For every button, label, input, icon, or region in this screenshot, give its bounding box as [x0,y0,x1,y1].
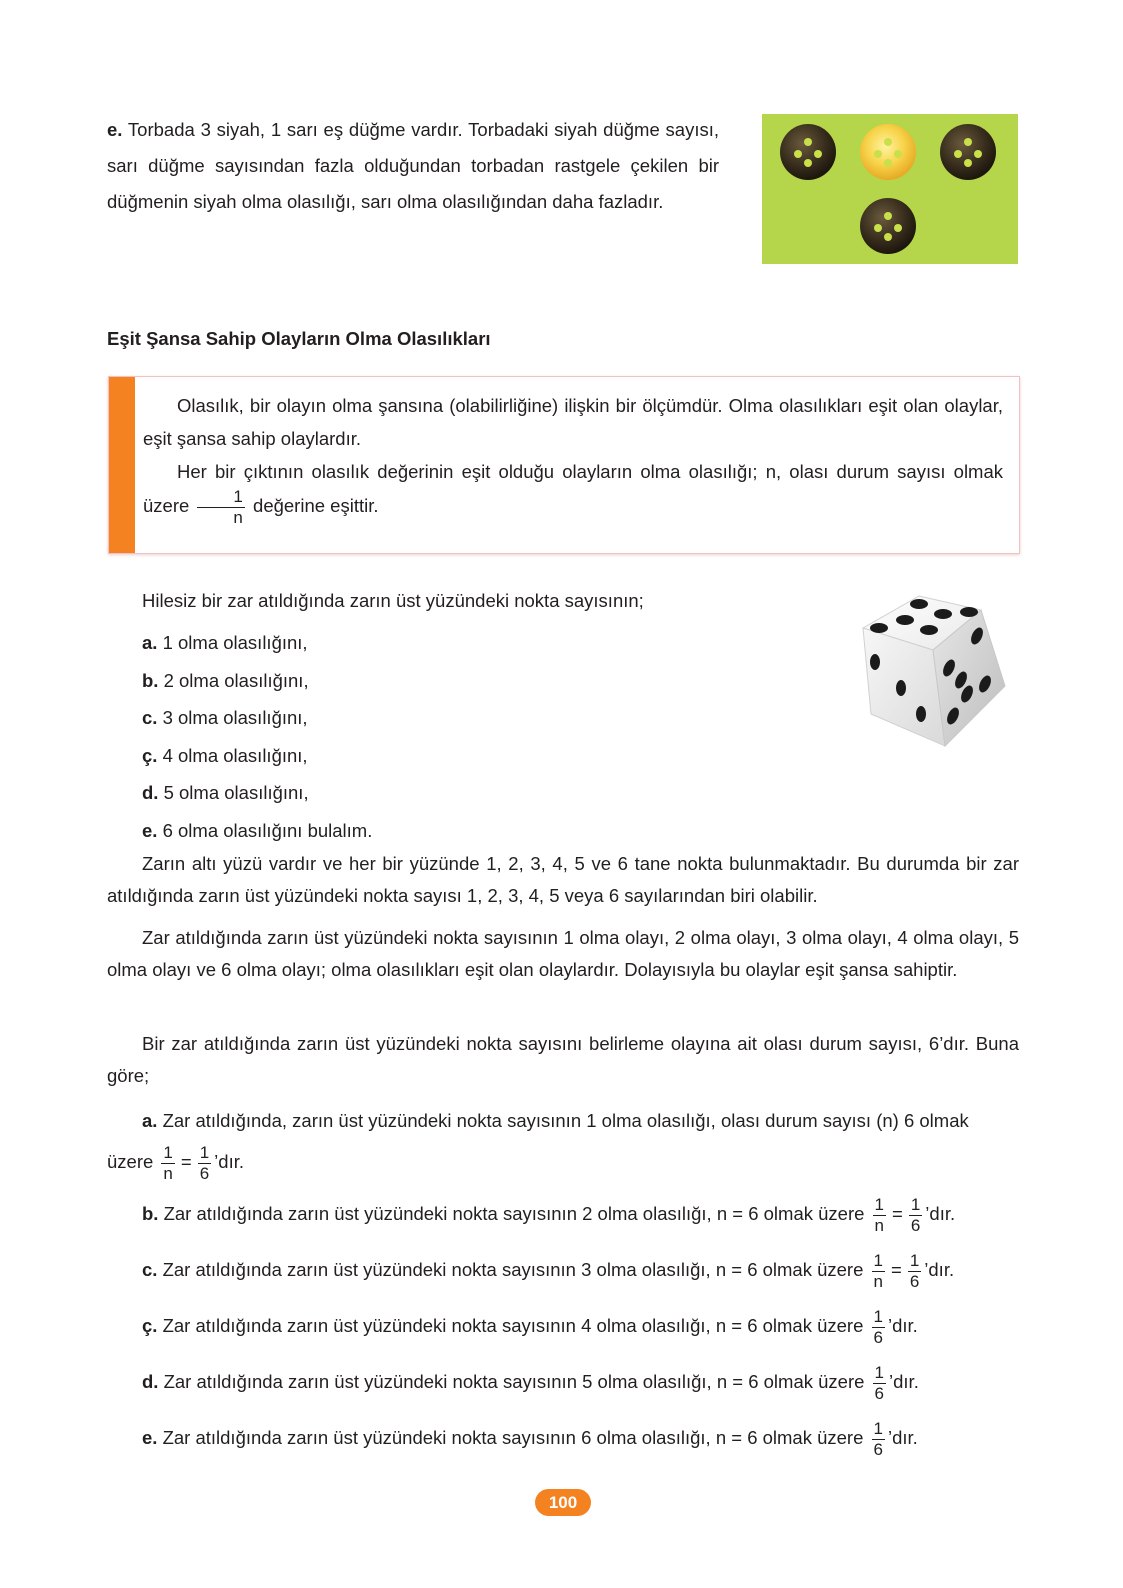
fraction [909,1196,922,1235]
item-label: ç. [142,744,158,766]
item-text: 6 olma olasılığını bulalım. [162,819,373,841]
fraction-denominator: 6 [873,1327,883,1347]
item-text: 1 olma olasılığını, [162,632,308,653]
fraction-numerator: 1 [873,1251,883,1270]
item-text: 2 olma olasılığını, [163,669,309,691]
item-label: e. [142,1427,158,1449]
list-item [142,812,372,850]
answer-c [142,1252,1019,1291]
equals-sign: = [891,1259,902,1281]
item-label: d. [142,1371,159,1393]
fraction-numerator: 1 [909,1251,920,1270]
answer-b [142,1196,1019,1235]
fraction [873,1364,886,1403]
answer-text: üzere [107,1151,154,1173]
answer-d [142,1364,1019,1403]
fraction-denominator: 6 [909,1271,920,1291]
equals-sign: = [180,1151,192,1173]
page-number: 100 [535,1489,591,1516]
item-label: c. [142,1259,158,1281]
definition-text [143,389,1003,527]
item-label: e. [107,119,123,140]
equals-sign: = [892,1203,903,1225]
explanation-paragraph-2: Zar atıldığında zarın üst yüzündeki nokta sayısının 1 olma olayı, 2 olma olayı, 3 olma olayı, 4 olma olayı, 5 olma olayı ve 6 olma olayı; olma olasılıkları eşit olan olaylardır. Dolayısıyla bu olaylar eşit şansa sahiptir. [107,927,1019,980]
explanation-paragraph-1: Zarın altı yüzü vardır ve her bir yüzünde 1, 2, 3, 4, 5 ve 6 tane nokta bulunmaktadır. Bu durumda bir zar atıldığında zarın üst yüzündeki nokta sayısı 1, 2, 3, 4, 5 veya 6 sayılarından biri olabilir. [107,853,1019,906]
fraction-denominator: n [197,507,244,527]
answer-suffix: ’dır. [925,1203,956,1225]
paragraph-e [107,112,719,220]
item-text: 3 olma olasılığını, [162,707,308,728]
item-label: b. [142,1203,159,1225]
fraction-denominator: 6 [199,1163,210,1183]
fraction [873,1196,886,1235]
list-item [142,699,372,737]
fraction [872,1308,885,1347]
buttons-svg [762,114,1018,264]
fraction [872,1252,885,1291]
answer-text: Zar atıldığında zarın üst yüzündeki nokta sayısının 6 olma olasılığı, n = 6 olmak üzere [162,1427,864,1449]
black-button-3 [860,198,916,254]
dice-body [863,596,1005,746]
fraction-denominator: 6 [873,1439,883,1459]
answer-text: Zar atıldığında zarın üst yüzündeki nokta sayısının 3 olma olasılığı, n = 6 olmak üzere [162,1259,864,1281]
fraction [908,1252,921,1291]
question-text: Hilesiz bir zar atıldığında zarın üst yüzündeki nokta sayısının; [142,590,644,611]
definition-text-end: değerine eşittir. [253,495,379,517]
black-button-2 [940,124,996,180]
list-item [142,737,372,775]
dice-illustration [857,590,1017,760]
fraction-denominator: n [874,1215,885,1235]
list-item [142,774,372,812]
item-label: d. [142,782,159,803]
definition-paragraph-2 [143,455,1003,527]
answer-e [142,1420,1019,1459]
definition-paragraph-1: Olasılık, bir olayın olma şansına (olabilirliğine) ilişkin bir ölçümdür. Olma olasılıkları eşit olan olaylar, eşit şansa sahip olaylardır. [143,395,1003,449]
fraction-denominator: 6 [874,1383,885,1403]
answer-suffix: ’dır. [888,1427,918,1449]
answer-text: Zar atıldığında zarın üst yüzündeki nokta sayısının 2 olma olasılığı, n = 6 olmak üzere [163,1203,865,1225]
item-text: 5 olma olasılığını, [163,782,309,803]
item-label: a. [142,632,158,653]
fraction [872,1420,885,1459]
item-label: a. [142,1110,158,1131]
buttons-illustration [762,114,1018,264]
yellow-button [860,124,916,180]
item-label: b. [142,669,159,691]
paragraph-text: Torbada 3 siyah, 1 sarı eş düğme vardır. Torbadaki siyah düğme sayısı, sarı düğme sayısından fazla olduğundan torbadan rastgele çekilen bir düğmenin siyah olma olasılığı, sarı olma olasılığından daha fazladır. [107,119,719,212]
fraction-denominator: n [163,1163,173,1183]
fraction [161,1144,174,1183]
question-list [142,624,372,849]
fraction-denominator: n [873,1271,883,1291]
list-item [142,624,372,662]
fraction-1-over-n [197,488,244,527]
fraction-numerator: 1 [163,1143,173,1162]
answer-suffix: ’dır. [888,1315,918,1337]
definition-text-start: Her bir çıktının olasılık değerinin eşit olduğu olayların olma olasılığı; n, olası durum sayısı olmak üzere [143,461,1003,517]
fraction-numerator: 1 [873,1419,883,1438]
section-heading: Eşit Şansa Sahip Olayların Olma Olasılıkları [107,328,491,349]
fraction-numerator: 1 [873,1307,883,1326]
answer-a-line-1 [142,1108,1019,1135]
answer-suffix: ’dır. [889,1371,919,1393]
fraction-numerator: 1 [199,1143,210,1162]
definition-box [108,376,1020,554]
item-label: ç. [142,1315,158,1337]
answer-text: Zar atıldığında zarın üst yüzündeki nokta sayısının 4 olma olasılığı, n = 6 olmak üzere [162,1315,864,1337]
answer-text: Zar atıldığında, zarın üst yüzündeki nokta sayısının 1 olma olasılığı, olası durum sayısı (n) 6 olmak [162,1110,969,1131]
fraction-numerator: 1 [874,1195,885,1214]
answer-cc [142,1308,1019,1347]
answer-a-line-2 [107,1144,244,1183]
answer-suffix: ’dır. [214,1151,244,1173]
accent-bar [109,377,135,553]
answer-text: Zar atıldığında zarın üst yüzündeki nokta sayısının 5 olma olasılığı, n = 6 olmak üzere [163,1371,865,1393]
explanation-paragraph-3: Bir zar atıldığında zarın üst yüzündeki nokta sayısını belirleme olayına ait olası durum sayısı, 6’dır. Buna göre; [107,1033,1019,1086]
fraction-numerator: 1 [910,1195,921,1214]
list-item [142,662,372,700]
item-text: 4 olma olasılığını, [162,744,308,766]
item-label: c. [142,707,158,728]
fraction-numerator: 1 [233,487,243,506]
item-label: e. [142,819,158,841]
fraction-denominator: 6 [910,1215,921,1235]
fraction-numerator: 1 [874,1363,885,1382]
answer-suffix: ’dır. [924,1259,955,1281]
black-button-1 [780,124,836,180]
fraction [198,1144,211,1183]
dice-svg [857,590,1017,760]
